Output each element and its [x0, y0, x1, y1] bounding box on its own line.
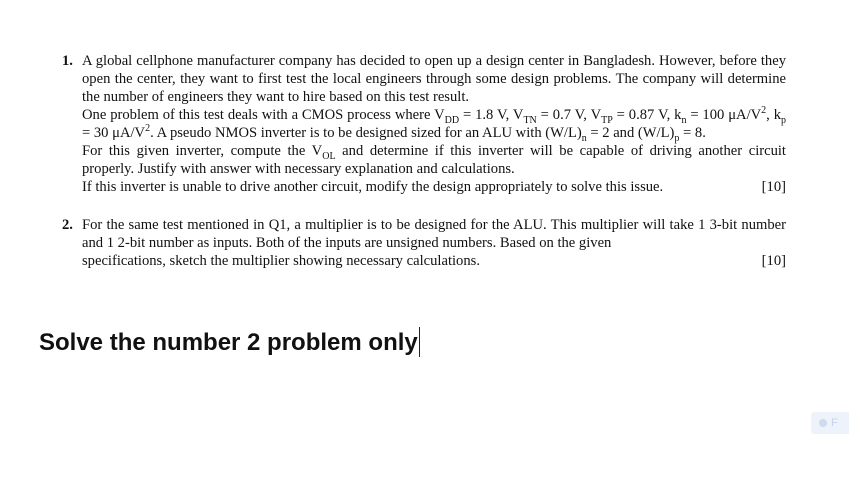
question-2-number: 2.	[62, 217, 73, 233]
question-2-text: For the same test mentioned in Q1, a multiplier is to be designed for the ALU. This multiplier will take 1 3-bit number and 1 2-bit number as inputs. Both of the inputs are unsigned numbers. Based on the given	[82, 217, 786, 251]
question-1-marks: [10]	[761, 179, 786, 195]
question-2	[62, 216, 786, 270]
question-1-number: 1.	[62, 53, 73, 69]
text-cursor	[419, 327, 421, 357]
question-2-body	[82, 216, 786, 270]
user-prompt[interactable]	[39, 327, 420, 357]
question-2-marks: [10]	[761, 253, 786, 269]
question-1-intro: A global cellphone manufacturer company has decided to open up a design center in Bangladesh. However, before they open the center, they want to first test the local engineers through some design problems. The company will determine the number of engineers they want to hire based on this test result.	[82, 53, 786, 105]
question-1	[62, 52, 786, 196]
prompt-text: Solve the number 2 problem only	[39, 329, 418, 356]
widget-label: F	[831, 417, 838, 429]
question-2-spec-text: specifications, sketch the multiplier showing necessary calculations.	[82, 253, 480, 269]
widget-icon	[819, 419, 827, 427]
question-2-final-line	[82, 252, 786, 270]
question-1-task: For this given inverter, compute the $V_{OL}$ and determine if this inverter will be capable of driving another circuit properly. Justify with answer with necessary explanation and calculations.	[82, 143, 786, 177]
question-1-final-line	[82, 178, 786, 196]
question-1-modify-text: If this inverter is unable to drive another circuit, modify the design appropriately to solve this issue.	[82, 179, 664, 195]
problem-sheet	[62, 52, 786, 270]
floating-feedback-widget[interactable]	[811, 412, 849, 434]
question-1-body	[82, 52, 786, 196]
question-1-spec: One problem of this test deals with a CMOS process where $V_{DD} = 1.8$ V, $V_{TN} = 0.7$ V, $V_{TP} = 0.87$ V, $k_n = 100$ $\mu A/V^2$, $k_p = 30$ $\mu A/V^2$. A pseudo NMOS inverter is to be designed sized for an ALU with $(W/L)_n = 2$ and $(W/L)_p = 8$.	[82, 105, 787, 144]
